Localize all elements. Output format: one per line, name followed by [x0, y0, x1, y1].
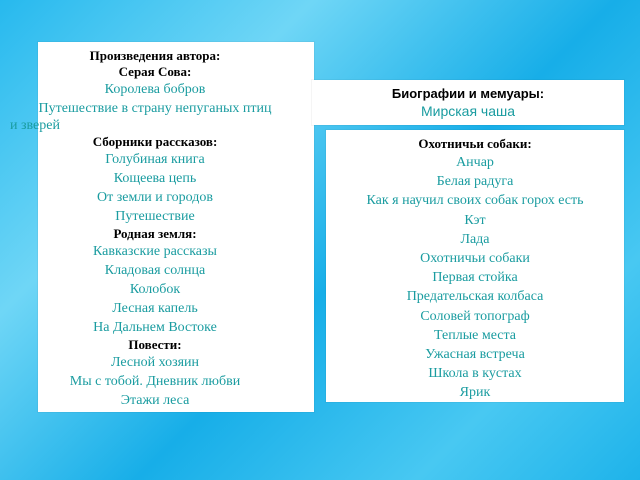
list-item: Соловей топограф [420, 308, 530, 324]
list-item: и зверей [10, 118, 60, 133]
hunting-dogs-heading: Охотничьи собаки: [418, 136, 532, 151]
list-item: Лада [460, 231, 490, 247]
list-item: Теплые места [434, 327, 516, 343]
list-item: Ужасная встреча [425, 347, 525, 363]
biographies-heading: Биографии и мемуары: [391, 86, 545, 101]
list-item: Охотничьи собаки [420, 251, 530, 267]
section-heading-novellas: Повести: [128, 337, 182, 352]
works-heading: Произведения автора: [89, 48, 221, 63]
list-item: Путешествие в страну непуганых птиц [38, 101, 272, 116]
list-item: От земли и городов [96, 190, 214, 205]
section-heading-native-land: Родная земля: [113, 226, 197, 241]
list-item: Колобок [129, 282, 181, 297]
list-item: Мы с тобой. Дневник любви [69, 374, 241, 389]
works-list [0, 48, 310, 410]
list-item: Лесной хозяин [110, 355, 200, 370]
list-item: Путешествие [115, 209, 195, 224]
list-item: Как я научил своих собак горох есть [366, 193, 584, 209]
list-item: На Дальнем Востоке [93, 320, 217, 335]
list-item: Ярик [459, 385, 491, 401]
list-item: Кладовая солнца [104, 263, 206, 278]
list-item: Кощеева цепь [113, 171, 197, 186]
section-heading-story-collections: Сборники рассказов: [92, 134, 218, 149]
list-item: Первая стойка [432, 270, 518, 286]
list-item: Голубиная книга [105, 152, 205, 167]
list-item: Анчар [456, 155, 494, 170]
list-item: Предательская колбаса [406, 289, 544, 305]
list-item: Белая радуга [436, 174, 514, 190]
list-item: Школа в кустах [428, 366, 522, 382]
list-item: Этажи леса [120, 393, 190, 408]
list-item: Кавказские рассказы [93, 244, 217, 259]
list-item: Лесная капель [112, 301, 198, 316]
hunting-dogs-list [326, 136, 624, 403]
section-heading-grey-owl: Серая Сова: [118, 64, 192, 79]
list-item: Мирская чаша [420, 103, 516, 119]
list-item: Королева бобров [104, 82, 206, 97]
list-item: Кэт [464, 212, 486, 228]
